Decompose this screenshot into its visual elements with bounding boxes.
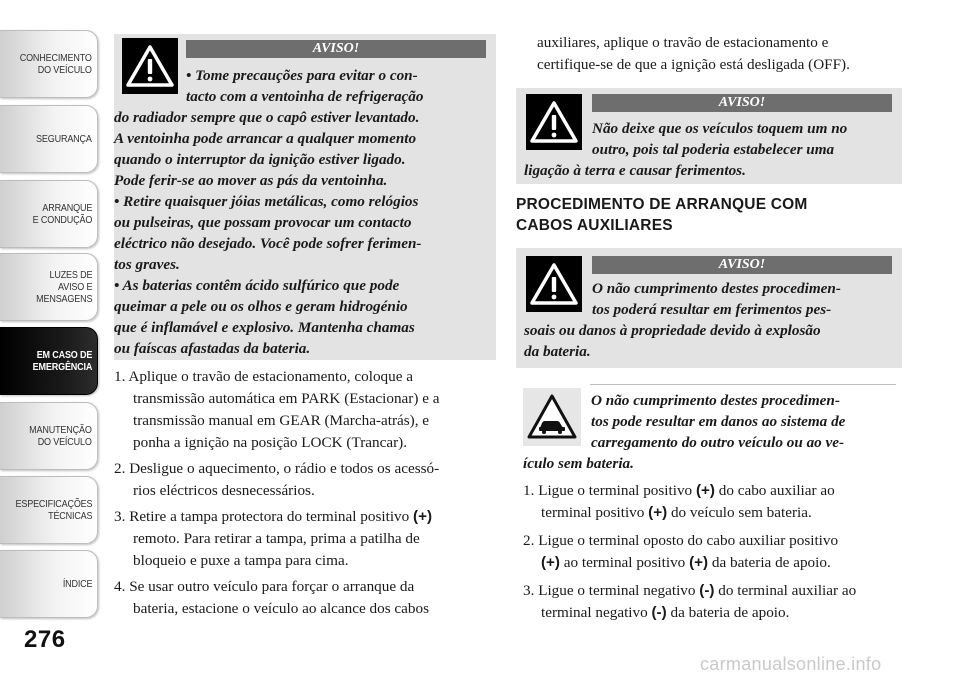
warning-box-vehicles [516,88,902,184]
text-line: outro, pois tal poderia estabelecer uma [592,141,835,158]
tab-label: ÍNDICE [62,578,92,590]
step-text: 1. Ligue o terminal positivo [523,482,696,499]
step-text: 3. Retire a tampa protectora do terminal positivo [114,508,410,525]
tab-conhecimento-do-veiculo[interactable] [0,30,98,98]
step-text: terminal negativo [541,604,652,621]
step-text: do cabo auxiliar ao [714,482,835,499]
text-line: O não cumprimento destes procedimen- [591,392,840,409]
tab-manutencao-do-veiculo[interactable] [0,402,98,470]
tab-label: ESPECIFICAÇÕES [15,498,92,510]
tab-label: DO VEÍCULO [38,64,92,76]
text-line: ou faíscas afastadas da bateria. [114,340,311,357]
heading-line: PROCEDIMENTO DE ARRANQUE COM [516,196,808,213]
text-line: da bateria. [524,343,591,360]
watermark: carmanualsonline.info [700,654,882,674]
positive-symbol: (+) [541,554,560,571]
step-line: transmissão manual em GEAR (Marcha-atrás), e [133,412,430,429]
step-line: remoto. Para retirar a tampa, prima a patilha de [133,530,420,547]
step-text: terminal positivo [541,504,649,521]
text-line: do radiador sempre que o capô estiver levantado. [114,109,420,126]
text-line: quando o interruptor da ignição estiver ligado. [114,151,406,168]
page-number: 276 [24,626,66,653]
warning-triangle-icon [526,256,582,312]
tab-indice[interactable] [0,550,98,618]
text-line: tos pode resultar em danos ao sistema de [591,413,846,430]
text-line: que é inflamável e explosivo. Mantenha chamas [114,319,415,336]
warning-header: AVISO! [186,40,486,58]
text-line: eléctrico não desejado. Você pode sofrer ferimen- [114,235,422,252]
divider [590,384,896,385]
step-text: do veículo sem bateria. [667,504,812,521]
heading-line: CABOS AUXILIARES [516,217,673,234]
text-line: carregamento do outro veículo ou ao ve- [591,434,845,451]
step-line [541,502,812,524]
warning-header: AVISO! [592,94,892,112]
tab-label: DO VEÍCULO [38,436,92,448]
tab-label: SEGURANÇA [36,133,92,145]
step-line [541,552,831,574]
step-line: transmissão automática em PARK (Estacionar) e a [133,390,440,407]
warning-box-fan [114,34,496,360]
step-line [523,480,835,502]
tab-em-caso-de-emergencia[interactable] [0,327,98,395]
text-line: ou pulseiras, que possam provocar um contacto [114,214,412,231]
text-line: • Retire quaisquer jóias metálicas, como relógios [114,193,419,210]
tab-label: EM CASO DE [36,349,92,361]
tab-especificacoes-tecnicas[interactable] [0,476,98,544]
step-line [523,580,856,602]
step-line: bloqueio e puxe a tampa para cima. [133,552,349,569]
step-text: da bateria de apoio. [666,604,790,621]
tab-label: LUZES DE [49,269,92,281]
tab-label: MANUTENÇÃO [29,424,92,436]
step-line [114,506,432,528]
text-line: tos poderá resultar em ferimentos pes- [592,301,832,318]
text-line: Não deixe que os veículos toquem um no [592,120,848,137]
tab-label: CONHECIMENTO [19,52,92,64]
step-text: da bateria de apoio. [708,554,831,571]
text-line: O não cumprimento destes procedimen- [592,280,841,297]
step-line: bateria, estacione o veículo ao alcance dos cabos [133,600,430,617]
text-line: ículo sem bateria. [523,455,634,472]
tab-label: E CONDUÇÃO [32,214,92,226]
step-line [541,602,789,624]
step-line: rios eléctricos desnecessários. [133,482,315,499]
positive-symbol: (+) [689,554,709,571]
tab-label: TÉCNICAS [47,510,92,522]
text-line: • As baterias contêm ácido sulfúrico que pode [114,277,400,294]
text-line: soais ou danos à propriedade devido à explosão [524,322,821,339]
text-line: certifique-se de que a ignição está desligada (OFF). [537,56,850,73]
warning-triangle-icon [122,38,178,94]
step-line: 1. Aplique o travão de estacionamento, coloque a [114,368,414,385]
tab-arranque-e-conducao[interactable] [0,180,98,248]
text-line: auxiliares, aplique o travão de estacionamento e [537,34,829,51]
text-line: tacto com a ventoinha de refrigeração [186,88,424,105]
tab-label: MENSAGENS [35,293,92,305]
negative-symbol: (-) [699,582,715,599]
warning-box-explosion [516,248,902,368]
tab-seguranca[interactable] [0,105,98,173]
positive-symbol: (+) [695,482,715,499]
tab-label: EMERGÊNCIA [32,361,92,373]
tab-label: ARRANQUE [42,202,92,214]
warning-header: AVISO! [592,256,892,274]
step-line [523,530,838,552]
text-line: queimar a pele ou os olhos e geram hidrogénio [114,298,408,315]
step-text: 3. Ligue o terminal negativo [523,582,700,599]
text-line: Pode ferir-se ao mover as pás da ventoinha. [114,172,388,189]
text-line: A ventoinha pode arrancar a qualquer momento [114,130,417,147]
step-text: do terminal auxiliar ao [714,582,857,599]
positive-symbol: (+) [413,508,433,525]
positive-symbol: (+) [648,504,668,521]
text-line: ligação à terra e causar ferimentos. [524,162,746,179]
step-text: ao terminal positivo [559,554,690,571]
tab-luzes-de-aviso[interactable] [0,253,98,321]
step-text: 2. Ligue o terminal oposto do cabo auxiliar positivo [523,532,839,549]
tab-label: AVISO E [57,281,92,293]
step-line: 4. Se usar outro veículo para forçar o arranque da [114,578,415,595]
negative-symbol: (-) [651,604,667,621]
step-line: ponha a ignição na posição LOCK (Trancar). [133,434,407,451]
text-line: • Tome precauções para evitar o con- [186,67,418,84]
warning-triangle-icon [526,94,582,150]
step-line: 2. Desligue o aquecimento, o rádio e todos os acessó- [114,460,440,477]
section-heading [516,194,808,236]
text-line: tos graves. [114,256,180,273]
caution-vehicle-icon [523,388,581,446]
